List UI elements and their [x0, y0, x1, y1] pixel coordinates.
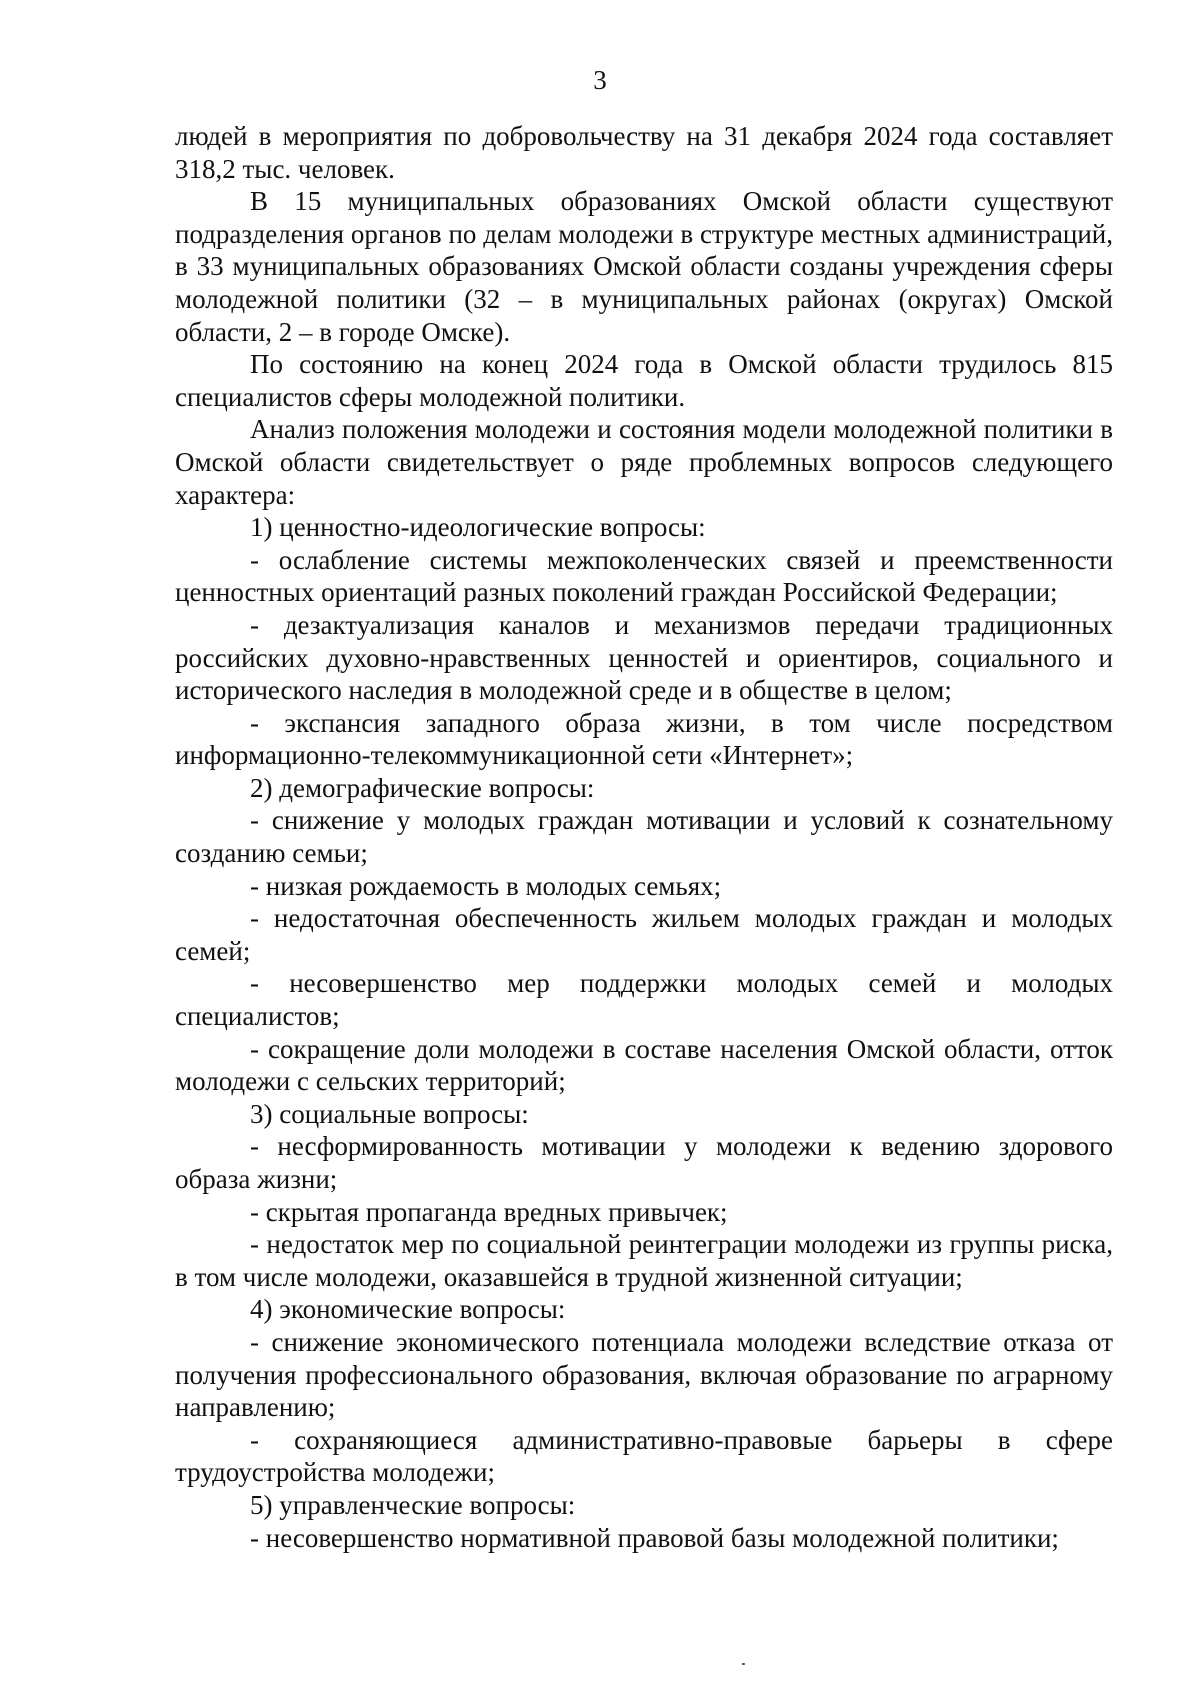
section-heading: 3) социальные вопросы:	[250, 1098, 529, 1129]
list-item: - снижение у молодых граждан мотивации и условий к сознательному созданию семьи;	[175, 805, 1113, 869]
list-item: - снижение экономического потенциала молодежи вследствие отказа от получения профессионального образования, включая образование по аграрному направлению;	[175, 1326, 1113, 1423]
list-item: - несформированность мотивации у молодежи к ведению здорового образа жизни;	[175, 1131, 1113, 1194]
list-item: - недостаток мер по социальной реинтеграции молодежи из группы риска, в том числе молодежи, оказавшейся в трудной жизненной ситуации;	[175, 1229, 1113, 1292]
paragraph: Анализ положения молодежи и состояния модели молодежной политики в Омской области свидетельствует о ряде проблемных вопросов следующего характера:	[175, 414, 1113, 510]
list-item: - сокращение доли молодежи в составе населения Омской области, отток молодежи с сельских территорий;	[175, 1033, 1113, 1097]
list-item: - низкая рождаемость в молодых семьях;	[250, 870, 722, 901]
list-item: - дезактуализация каналов и механизмов передачи традиционных российских духовно-нравственных ценностей и ориентиров, социального и исторического наследия в молодежной среде и в обществе в целом;	[175, 609, 1113, 706]
paragraph: людей в мероприятия по добровольчеству на 31 декабря 2024 года составляет 318,2 тыс. человек.	[175, 121, 1113, 184]
list-item: - скрытая пропаганда вредных привычек;	[250, 1196, 728, 1227]
section-heading: 2) демографические вопросы:	[250, 772, 595, 803]
list-item: - несовершенство нормативной правовой базы молодежной политики;	[250, 1522, 1059, 1553]
section-heading: 1) ценностно-идеологические вопросы:	[250, 512, 706, 543]
page-number: 3	[593, 65, 607, 95]
document-body	[175, 120, 1113, 1554]
section-heading: 4) экономические вопросы:	[250, 1294, 566, 1325]
list-item: - ослабление системы межпоколенческих связей и преемственности ценностных ориентаций разных поколений граждан Российской Федерации;	[175, 544, 1113, 608]
list-item: - несовершенство мер поддержки молодых семей и молодых специалистов;	[175, 968, 1113, 1032]
list-item: - недостаточная обеспеченность жильем молодых граждан и молодых семей;	[175, 903, 1113, 966]
section-heading: 5) управленческие вопросы:	[250, 1489, 576, 1520]
scan-speck	[742, 1663, 745, 1665]
paragraph: В 15 муниципальных образованиях Омской области существуют подразделения органов по делам молодежи в структуре местных администраций, в 33 муниципальных образованиях Омской области созданы учреждения сферы молодежной политики (32 – в муниципальных районах (округах) Омской области, 2 – в городе Омске).	[175, 186, 1113, 347]
list-item: - сохраняющиеся административно-правовые барьеры в сфере трудоустройства молодежи;	[175, 1424, 1113, 1488]
list-item: - экспансия западного образа жизни, в том числе посредством информационно-телекоммуникационной сети «Интернет»;	[175, 707, 1113, 771]
paragraph: По состоянию на конец 2024 года в Омской области трудилось 815 специалистов сферы молодежной политики.	[175, 349, 1113, 412]
